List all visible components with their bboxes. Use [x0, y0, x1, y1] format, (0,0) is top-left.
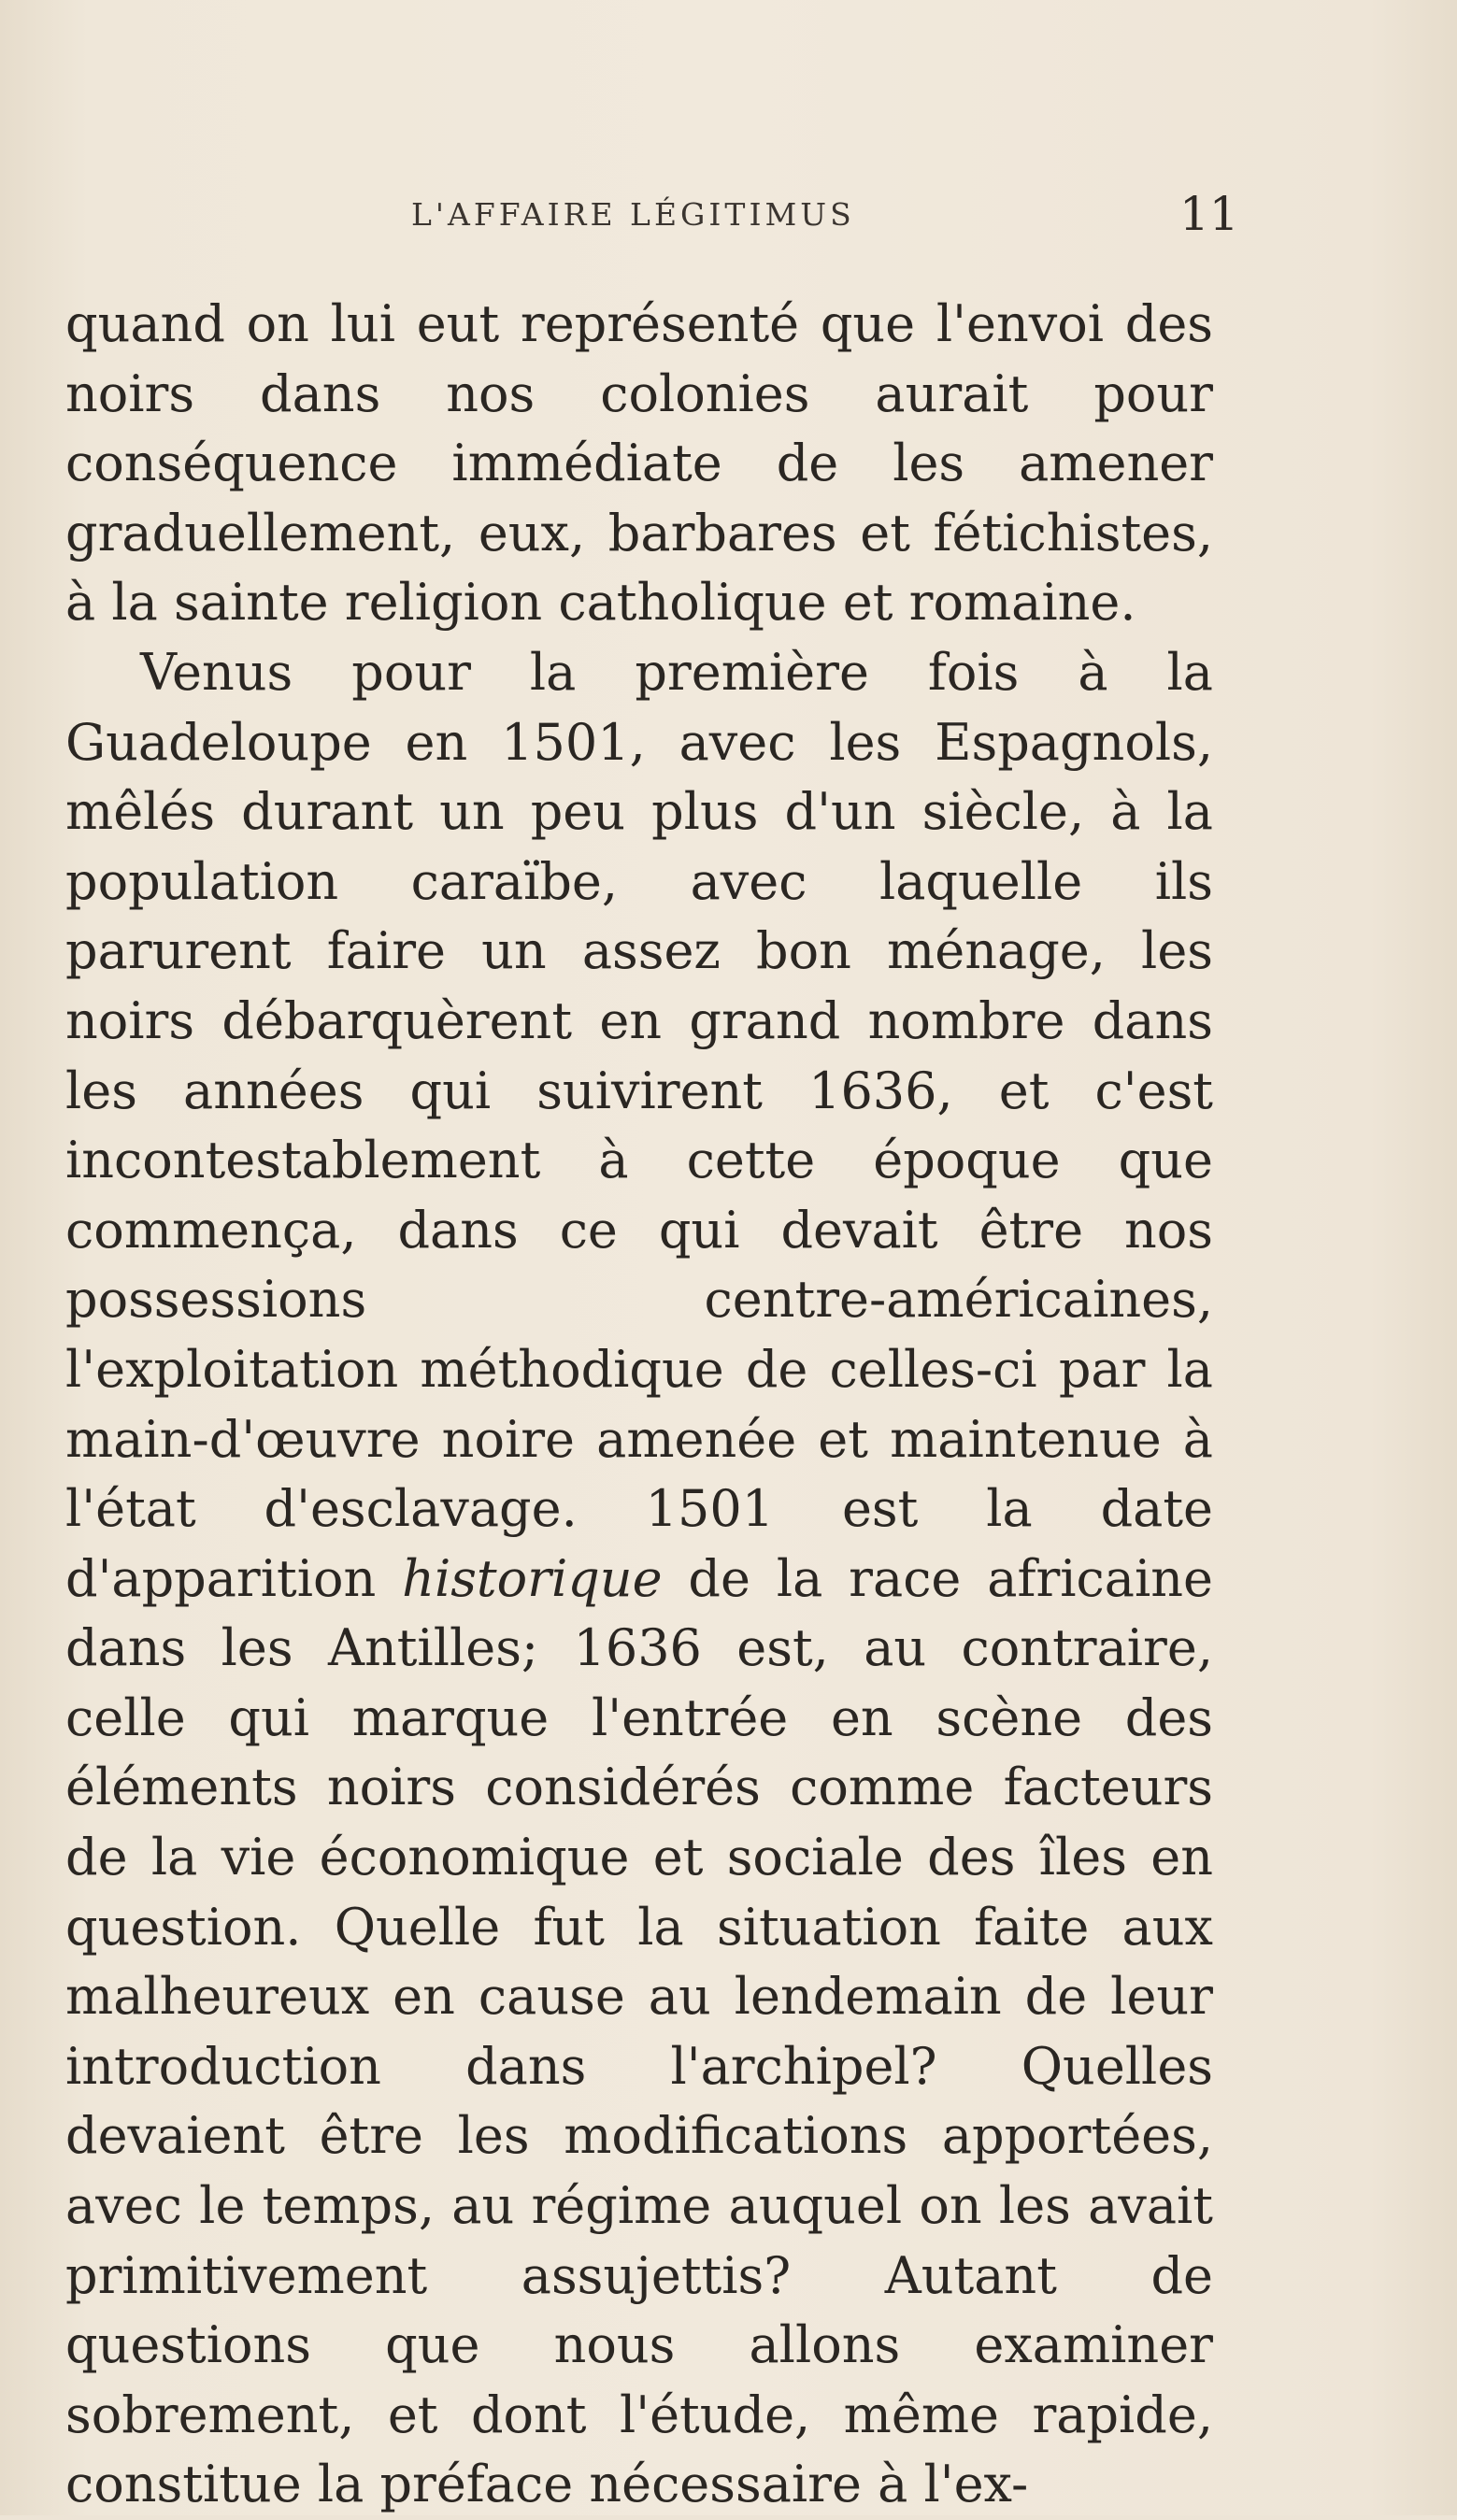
running-title: L'AFFAIRE LÉGITIMUS	[411, 196, 855, 233]
paragraph	[65, 638, 1213, 2520]
italic-word: historique	[402, 1548, 663, 1608]
paragraph: quand on lui eut représenté que l'envoi des noirs dans nos colonies aurait pour conséquence immédiate de les amener graduellement, eux, barbares et fétichistes, à la sainte religion catholique et romaine.	[65, 294, 1213, 633]
running-head	[0, 187, 1457, 243]
text-run: de la race africaine dans les Antilles; 1636 est, au contraire, celle qui marque l'entrée en scène des éléments noirs considérés comme facteurs de la vie économique et sociale des îles en question. Quelle fut la situation faite aux malheureux en cause au lendemain de leur introduction dans l'archipel? Quelles devaient être les modifications apportées, avec le temps, au régime auquel on les avait primitivement assujettis? Autant de questions que nous allons examiner sobrement, et dont l'étude, même rapide, constitue la préface nécessaire à l'ex-	[65, 1548, 1213, 2514]
body-text	[65, 290, 1213, 2520]
text-run: Venus pour la première fois à la Guadeloupe en 1501, avec les Espagnols, mêlés durant un peu plus d'un siècle, à la population caraïbe, avec laquelle ils parurent faire un assez bon ménage, les noirs débarquèrent en grand nombre dans les années qui suivirent 1636, et c'est incontestablement à cette époque que commença, dans ce qui devait être nos possessions centre-américaines, l'exploitation méthodique de celles-ci par la main-d'œuvre noire amenée et maintenue à l'état d'esclavage. 1501 est la date d'apparition	[65, 642, 1213, 1608]
page-number: 11	[1179, 187, 1239, 241]
